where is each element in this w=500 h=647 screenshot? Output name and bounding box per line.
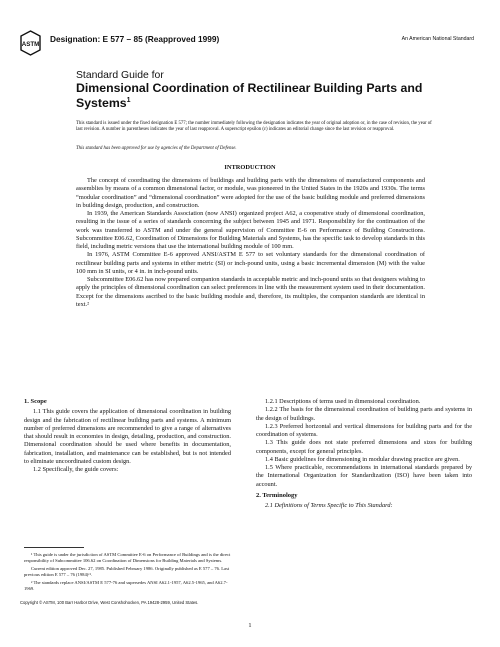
standard-note: An American National Standard <box>401 36 474 42</box>
footnote: ¹ This guide is under the jurisdiction of ASTM Committee E-6 on Performance of Buildings and is the direct responsibility of Subcommittee 106.62 on Coordination of Dimensions for Building Materials and Systems. <box>24 552 231 563</box>
intro-paragraph: Subcommittee E06.62 has now prepared companion standards in acceptable metric and inch-pound units so that designers wishing to apply the principles of dimensional coordination can select preferences in line with the measurement system used in their documentation. Except for the dimensions ascribed to the basic building module and, therefore, its multiples, the companion standards are identical in text.² <box>76 276 425 308</box>
footnote: ² The standards replace ANSI/ASTM E 577-76 and supersedes ANSI A62.1-1957, A62.5-1965, and A62.7-1969. <box>24 579 228 591</box>
intro-paragraph: The concept of coordinating the dimensions of buildings and building parts with the dimensions of manufactured components and assemblies by means of a common dimensional factor, or module, was pioneered in the United States in the 1920s and 1930s. The terms “modular coordination” and “dimensional coordination” were adopted for the use of the basic building module and preferred dimensions in building design, production, and construction. <box>76 177 425 209</box>
scope-heading: 1. Scope <box>24 398 47 405</box>
title-footnote-mark: 1 <box>126 96 131 104</box>
scope-item: 1.3 This guide does not state preferred dimensions and sizes for building components, except for general principles. <box>256 439 472 455</box>
title-block <box>76 70 436 109</box>
title-pre: Standard Guide for <box>76 70 164 81</box>
terminology-heading: 2. Terminology <box>256 491 298 499</box>
scope-item: 1.2.3 Preferred horizontal and vertical dimensions for building parts and for the coordination of systems. <box>256 422 472 438</box>
intro-paragraph: In 1976, ASTM Committee E-6 approved ANSI/ASTM E 577 to set voluntary standards for the dimensional coordination of rectilinear building parts and systems in either metric (SI) or inch-pound units, using a basic incremental dimension (M) with the value 100 mm in SI units, or 4 in. in inch-pound units. <box>76 251 425 275</box>
scope-item: 1.2.1 Descriptions of terms used in dimensional coordination. <box>265 398 421 405</box>
issued-note: This standard is issued under the fixed designation E 577; the number immediately following the designation indicates the year of original adoption or, in the case of revision, the year of last revision. A number in parentheses indicates the year of last reapproval. A superscript epsilon (ε) indicates an editorial change since the last revision or reapproval. <box>76 121 432 133</box>
page-number: 1 <box>248 622 252 629</box>
approval-note: This standard has been approved for use by agencies of the Department of Defense. <box>76 146 237 151</box>
intro-paragraph: In 1939, the American Standards Association (now ANSI) organized project A62, a cooperative study of dimensional coordination, resulting in the issue of a series of standards concerning the subject between 1945 and 1971. Responsibility for the continuation of the work was transferred to ASTM and under the general supervision of Committee E-6 on Performance of Building Constructions. Subcommittee E06.62, Coordination of Dimensions for Building Materials and Systems, has the specific task to develop standards in this field, including metric versions that use the international building module of 100 mm. <box>76 210 425 250</box>
footnote-divider <box>24 547 84 548</box>
designation: Designation: E 577 – 85 (Reapproved 1999) <box>50 34 220 44</box>
scope-item: 1.4 Basic guidelines for dimensioning in modular drawing practice are given. <box>265 455 460 463</box>
footnote: Current edition approved Dec. 27, 1985. Published February 1986. Originally published as E 577 – 76. Last previous edition E 577 – 76 (1984)ᵉ¹. <box>24 565 230 577</box>
scope-paragraph: 1.2 Specifically, the guide covers: <box>33 466 119 473</box>
introduction-heading: INTRODUCTION <box>224 164 276 171</box>
left-column <box>24 398 231 474</box>
terminology-subheading: 2.1 Definitions of Terms Specific to This Standard: <box>265 502 393 509</box>
scope-item: 1.2.2 The basis for the dimensional coordination of building parts and systems in the design of buildings. <box>256 406 472 422</box>
title-text: Dimensional Coordination of Rectilinear Building Parts and Systems <box>76 81 423 110</box>
svg-text:ASTM: ASTM <box>21 41 40 48</box>
page-title <box>76 82 436 109</box>
copyright: Copyright © ASTM, 100 Barr Harbor Drive, West Conshohocken, PA 19428-2959, United States. <box>20 600 199 605</box>
scope-paragraph: 1.1 This guide covers the application of dimensional coordination in building design and the fabrication of rectilinear building parts and systems. A minimum number of preferred dimensions are recommended to give a range of alternatives that should result in economies in design, detailing, production, and construction. Dimensional coordination should be used where benefits in documentation, fabrication, installation, and maintenance can be established, but is not intended to eliminate uncoordinated custom design. <box>24 408 231 465</box>
introduction-body <box>76 177 425 309</box>
footnotes <box>24 547 231 593</box>
right-column <box>256 398 472 510</box>
scope-item: 1.5 Where practicable, recommendations in international standards prepared by the International Organization for Standardization (ISO) have been taken into account. <box>256 464 472 488</box>
astm-logo-icon <box>20 30 41 56</box>
